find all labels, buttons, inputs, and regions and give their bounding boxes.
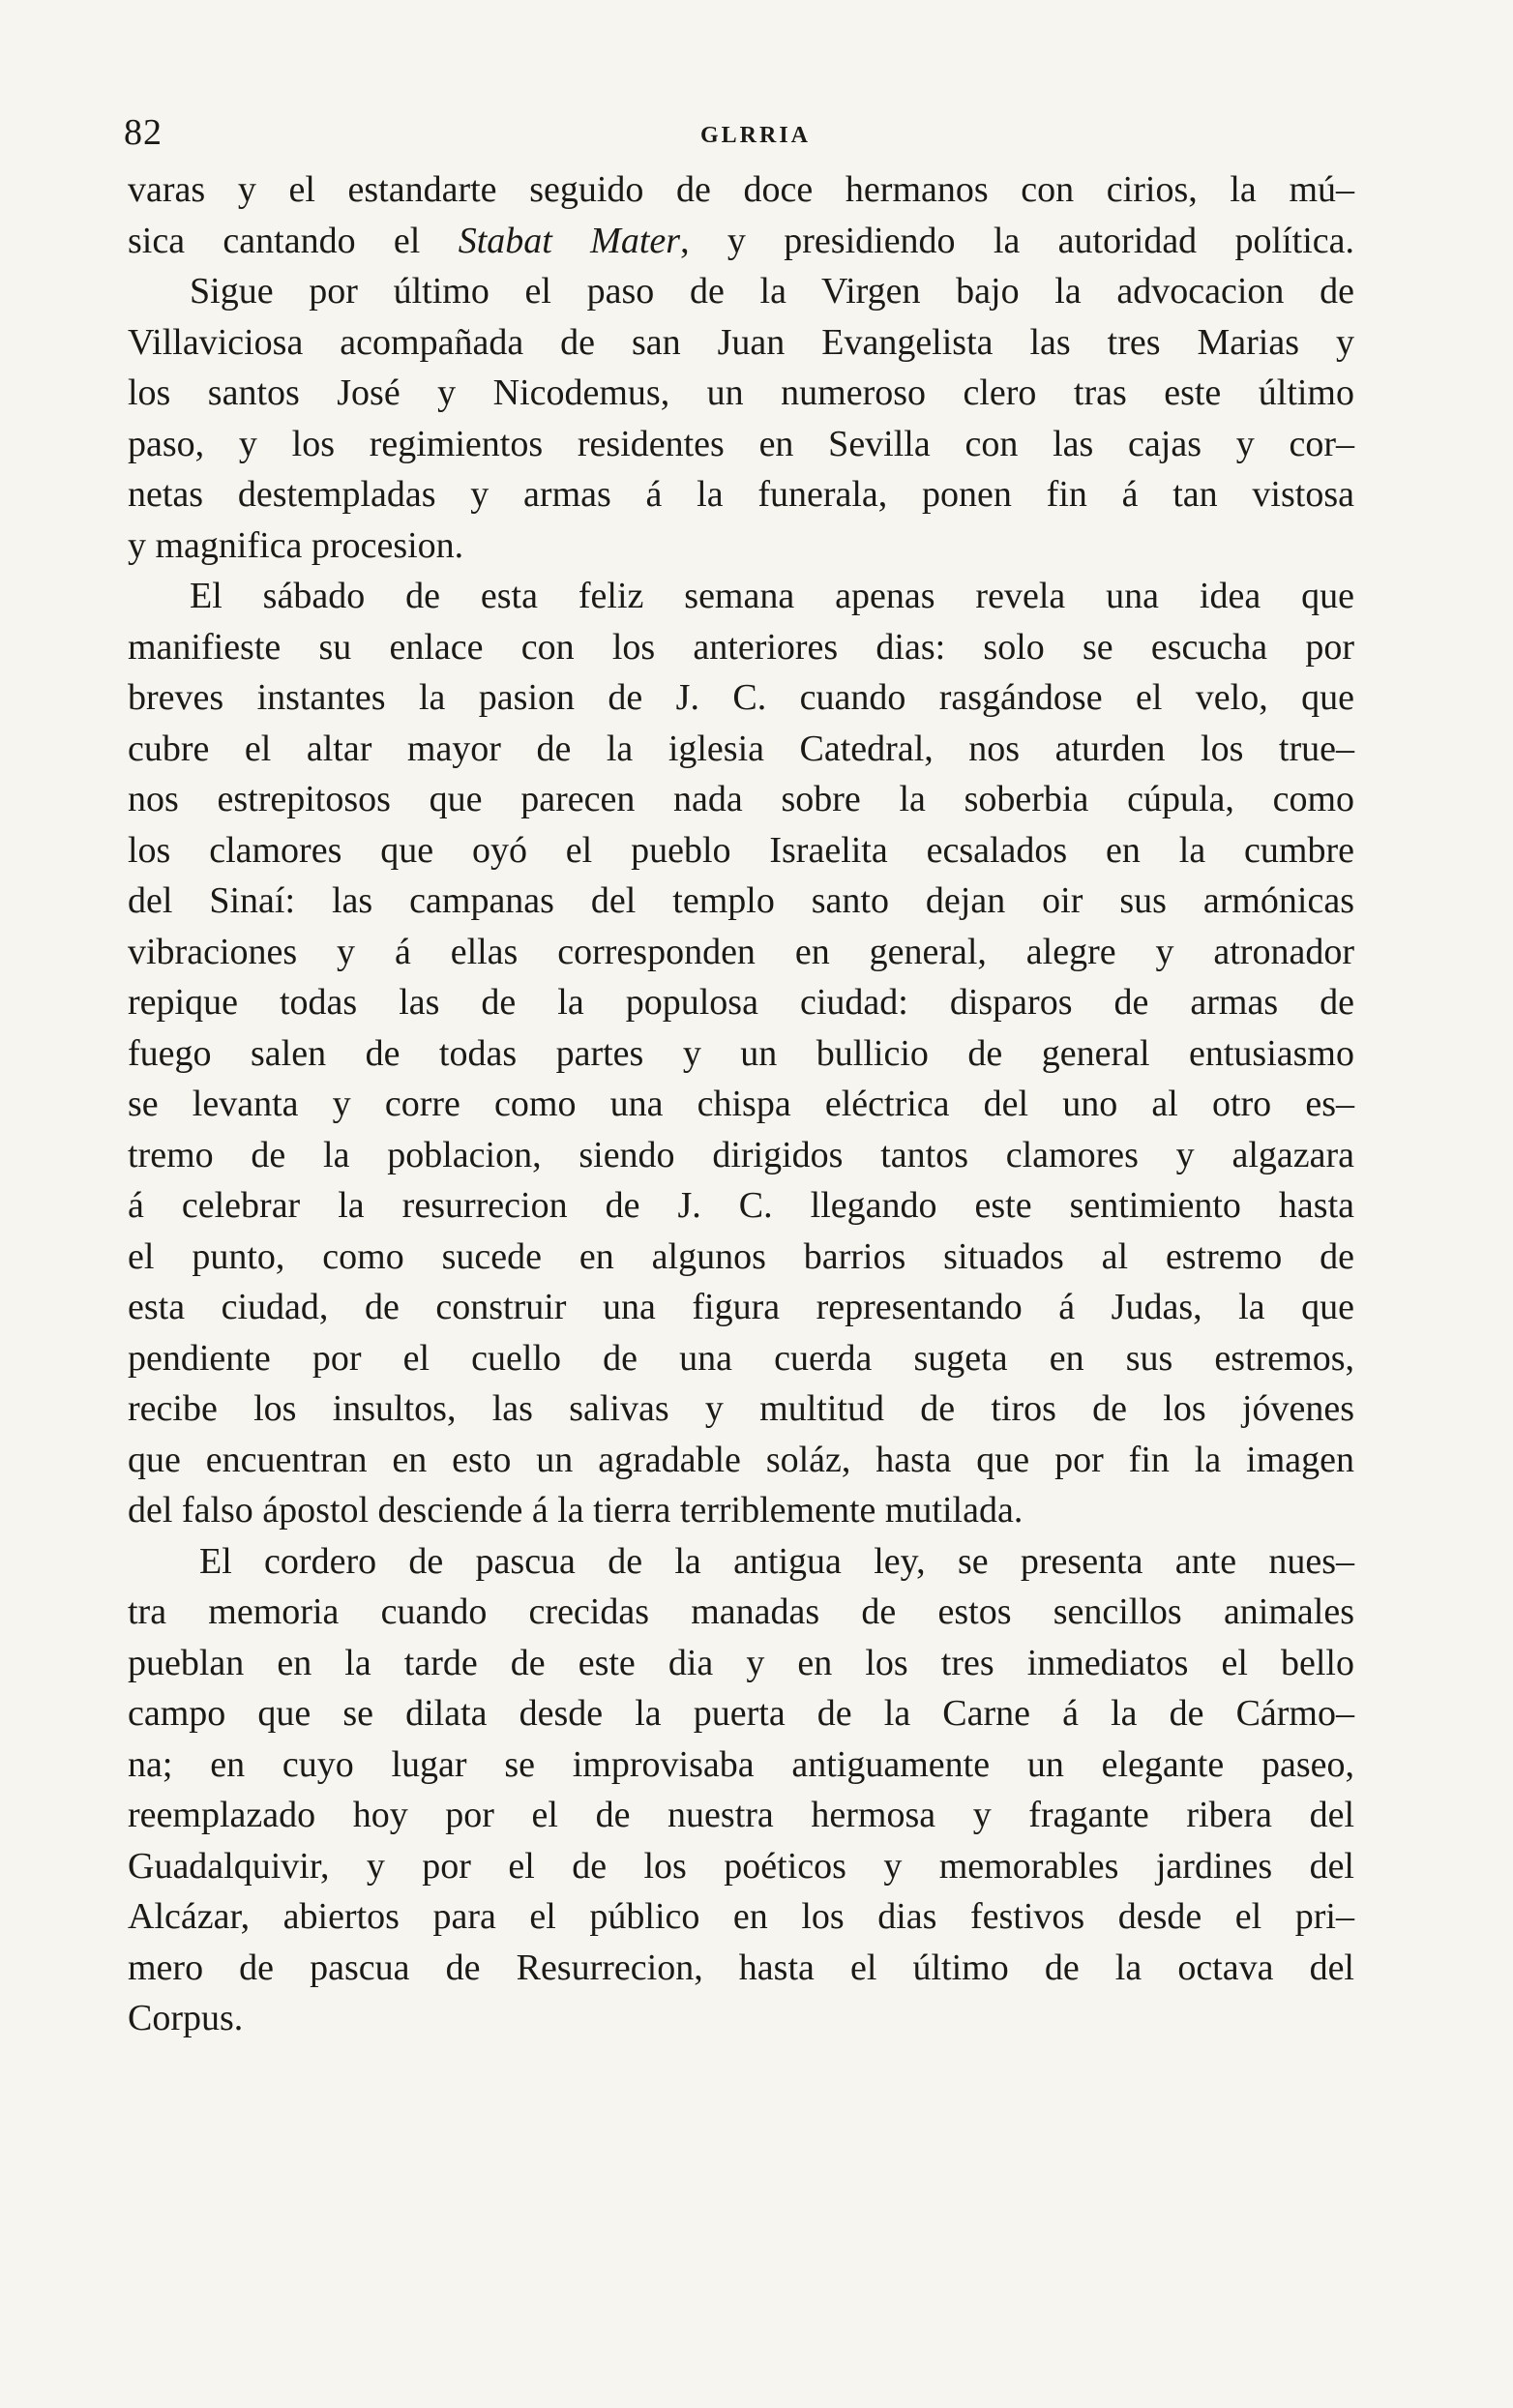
text-line: paso, y los regimientos residentes en Sevilla con las cajas y cor– [128,423,1354,464]
italic-title: Stabat Mater [458,220,681,261]
text-line: manifieste su enlace con los anteriores dias: solo se escucha por [128,626,1354,668]
text-line: repique todas las de la populosa ciudad: disparos de armas de [128,982,1354,1023]
text-line: el punto, como sucede en algunos barrios situados al estremo de [128,1235,1354,1277]
paragraph-start-line: Sigue por último el paso de la Virgen bajo la advocacion de [190,271,1354,312]
text-line: Alcázar, abiertos para el público en los dias festivos desde el pri– [128,1896,1354,1937]
page-number: 82 [124,112,163,153]
body-text [128,164,1354,2044]
running-head: GLRRIA [700,123,812,148]
paragraph-start-line: El cordero de pascua de la antigua ley, se presenta ante nues– [199,1540,1354,1582]
text-line: mero de pascua de Resurrecion, hasta el último de la octava del [128,1947,1354,1988]
text-line: los clamores que oyó el pueblo Israelita ecsalados en la cumbre [128,829,1354,871]
text-line: á celebrar la resurrecion de J. C. llegando este sentimiento hasta [128,1185,1354,1226]
text-line: sica cantando el Stabat Mater, y presidiendo la autoridad política. [128,220,1354,261]
text-line: pueblan en la tarde de este dia y en los tres inmediatos el bello [128,1642,1354,1683]
text-line: tremo de la poblacion, siendo dirigidos tantos clamores y algazara [128,1134,1354,1175]
text-line: varas y el estandarte seguido de doce hermanos con cirios, la mú– [128,169,1354,210]
text-line: netas destempladas y armas á la funerala, ponen fin á tan vistosa [128,474,1354,515]
text-line: del Sinaí: las campanas del templo santo dejan oir sus armónicas [128,880,1354,921]
text-line: pendiente por el cuello de una cuerda sugeta en sus estremos, [128,1337,1354,1379]
text-line: reemplazado hoy por el de nuestra hermosa y fragante ribera del [128,1795,1354,1835]
text-line: Guadalquivir, y por el de los poéticos y memorables jardines del [128,1845,1354,1887]
text-line: nos estrepitosos que parecen nada sobre la soberbia cúpula, como [128,779,1354,819]
text-line: se levanta y corre como una chispa eléctrica del uno al otro es– [128,1084,1354,1124]
text-line: los santos José y Nicodemus, un numeroso clero tras este último [128,372,1354,413]
text-line: Villaviciosa acompañada de san Juan Evangelista las tres Marias y [128,321,1354,363]
text-line: recibe los insultos, las salivas y multitud de tiros de los jóvenes [128,1388,1354,1429]
paragraph-start-line: El sábado de esta feliz semana apenas revela una idea que [190,576,1354,616]
text-line: fuego salen de todas partes y un bullicio de general entusiasmo [128,1032,1354,1074]
text-line: que encuentran en esto un agradable soláz, hasta que por fin la imagen [128,1439,1354,1480]
paragraph-end-line: y magnifica procesion. [128,524,464,566]
text-line: breves instantes la pasion de J. C. cuando rasgándose el velo, que [128,677,1354,718]
text-line: campo que se dilata desde la puerta de la Carne á la de Cármo– [128,1693,1354,1734]
text-line: na; en cuyo lugar se improvisaba antiguamente un elegante paseo, [128,1743,1354,1785]
text-line: cubre el altar mayor de la iglesia Catedral, nos aturden los true– [128,728,1354,769]
paragraph-end-line: del falso ápostol desciende á la tierra terriblemente mutilada. [128,1490,1024,1531]
text-line: vibraciones y á ellas corresponden en general, alegre y atronador [128,931,1354,972]
paragraph-end-line: Corpus. [128,1998,244,2038]
text-line: esta ciudad, de construir una figura representando á Judas, la que [128,1287,1354,1327]
text-line: tra memoria cuando crecidas manadas de estos sencillos animales [128,1591,1354,1632]
